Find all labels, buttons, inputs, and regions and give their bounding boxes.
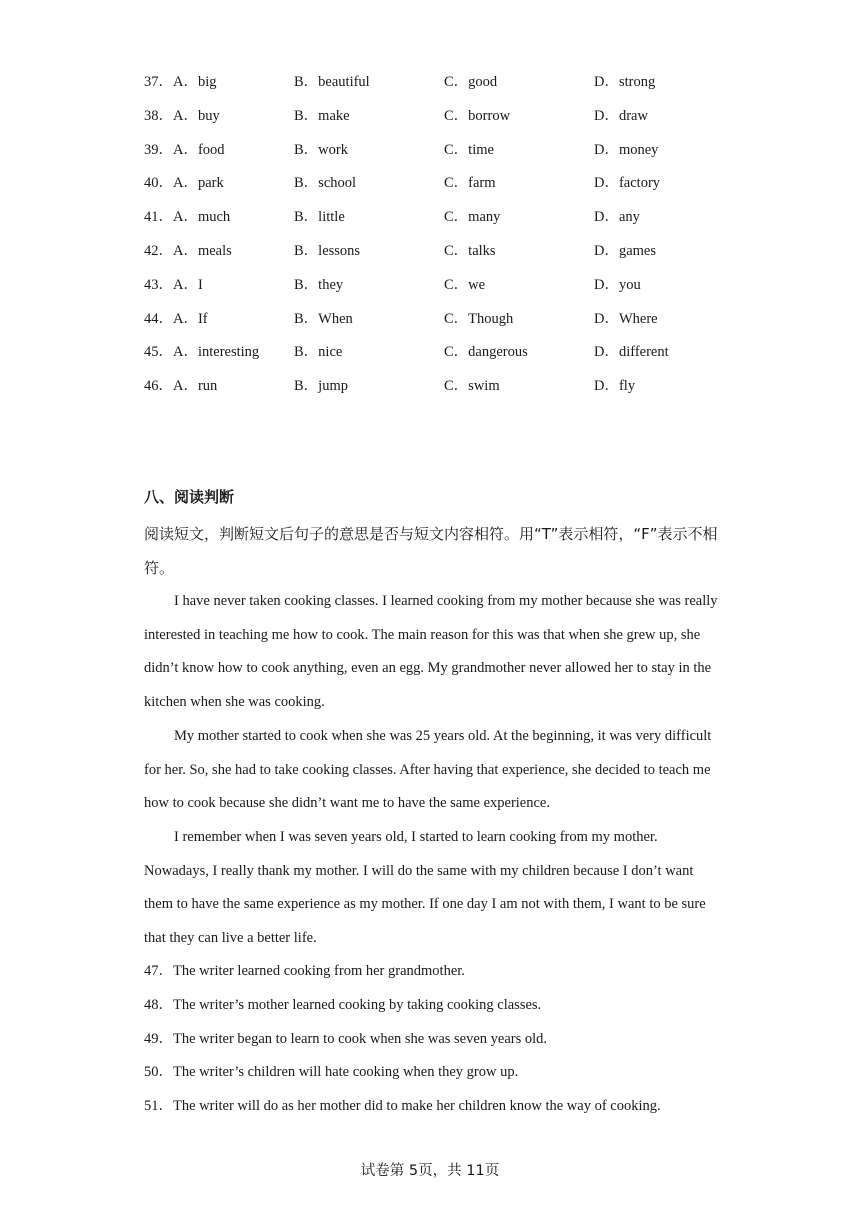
- option-b: B．school: [294, 175, 357, 192]
- question-item: 48．The writer’s mother learned cooking by taking cooking classes.: [144, 996, 542, 1013]
- option-c: C．we: [444, 276, 486, 293]
- option-c: C．time: [444, 141, 494, 158]
- option-b: B．nice: [294, 344, 343, 361]
- option-a: 42．A．meals: [144, 242, 232, 259]
- option-row: [144, 203, 744, 237]
- option-c: C．borrow: [444, 107, 511, 124]
- reading-passage: [144, 585, 720, 956]
- option-c: C．talks: [444, 242, 496, 259]
- option-a: 40．A．park: [144, 175, 224, 192]
- option-c: C．dangerous: [444, 344, 528, 361]
- option-c: C．good: [444, 74, 498, 90]
- section-instruction: 阅读短文，判断短文后句子的意思是否与短文内容相符。用“T”表示相符，“F”表示不相符。: [144, 525, 718, 577]
- option-d: D．different: [594, 344, 669, 361]
- question-item: 51．The writer will do as her mother did to make her children know the way of cooking.: [144, 1098, 661, 1115]
- option-c: C．Though: [444, 310, 514, 327]
- option-a: 46．A．run: [144, 378, 218, 395]
- option-b: B．lessons: [294, 242, 361, 259]
- option-b: B．beautiful: [294, 74, 370, 90]
- option-row: [144, 271, 744, 305]
- option-b: B．make: [294, 107, 350, 124]
- option-d: D．games: [594, 242, 657, 259]
- multiple-choice-options: [144, 68, 744, 406]
- option-a: 38．A．buy: [144, 107, 220, 124]
- option-d: D．Where: [594, 310, 658, 327]
- option-d: D．strong: [594, 74, 656, 90]
- option-b: B．jump: [294, 378, 348, 395]
- question-item: 50．The writer’s children will hate cooking when they grow up.: [144, 1064, 519, 1081]
- option-b: B．little: [294, 209, 345, 226]
- option-b: B．work: [294, 141, 348, 158]
- option-row: [144, 102, 744, 136]
- option-row: [144, 237, 744, 271]
- option-row: [144, 338, 744, 372]
- option-a: 39．A．food: [144, 141, 225, 158]
- option-a: 37．A．big: [144, 74, 217, 90]
- option-d: D．money: [594, 141, 659, 158]
- option-row: [144, 372, 744, 406]
- option-c: C．swim: [444, 378, 500, 395]
- question-item: 49．The writer began to learn to cook when she was seven years old.: [144, 1030, 548, 1047]
- option-row: [144, 305, 744, 339]
- option-row: [144, 136, 744, 170]
- option-d: D．factory: [594, 175, 661, 192]
- option-c: C．farm: [444, 175, 496, 192]
- passage-paragraph: I have never taken cooking classes. I learned cooking from my mother because she was really interested in teaching me how to cook. The main reason for this was that when she grew up, she didn’t know how to cook anything, even an egg. My grandmother never allowed her to stay in the kitchen when she was cooking.: [144, 593, 718, 711]
- question-item: 47．The writer learned cooking from her grandmother.: [144, 963, 465, 979]
- option-d: D．draw: [594, 107, 648, 124]
- option-a: 45．A．interesting: [144, 344, 260, 361]
- option-a: 44．A．If: [144, 310, 208, 327]
- option-row: [144, 169, 744, 203]
- option-b: B．When: [294, 310, 353, 327]
- option-b: B．they: [294, 276, 344, 293]
- passage-paragraph: I remember when I was seven years old, I started to learn cooking from my mother. Nowadays, I really thank my mother. I will do the same with my children because I don’t want them to have the same experience as my mother. If one day I am not with them, I want to be sure that they can live a better life.: [144, 828, 706, 947]
- option-d: D．you: [594, 276, 641, 293]
- page-footer: 试卷第 5页，共 11页: [360, 1163, 500, 1179]
- option-d: D．any: [594, 209, 640, 226]
- option-c: C．many: [444, 209, 501, 226]
- option-d: D．fly: [594, 378, 636, 395]
- judgement-questions: [144, 955, 744, 1124]
- option-row: [144, 68, 744, 102]
- option-a: 43．A．I: [144, 276, 203, 293]
- option-a: 41．A．much: [144, 209, 231, 226]
- section-title: 八、阅读判断: [144, 488, 235, 506]
- passage-paragraph: My mother started to cook when she was 25 years old. At the beginning, it was very difficult for her. So, she had to take cooking classes. After having that experience, she decided to teach me how to cook because she didn’t want me to have the same experience.: [144, 727, 712, 812]
